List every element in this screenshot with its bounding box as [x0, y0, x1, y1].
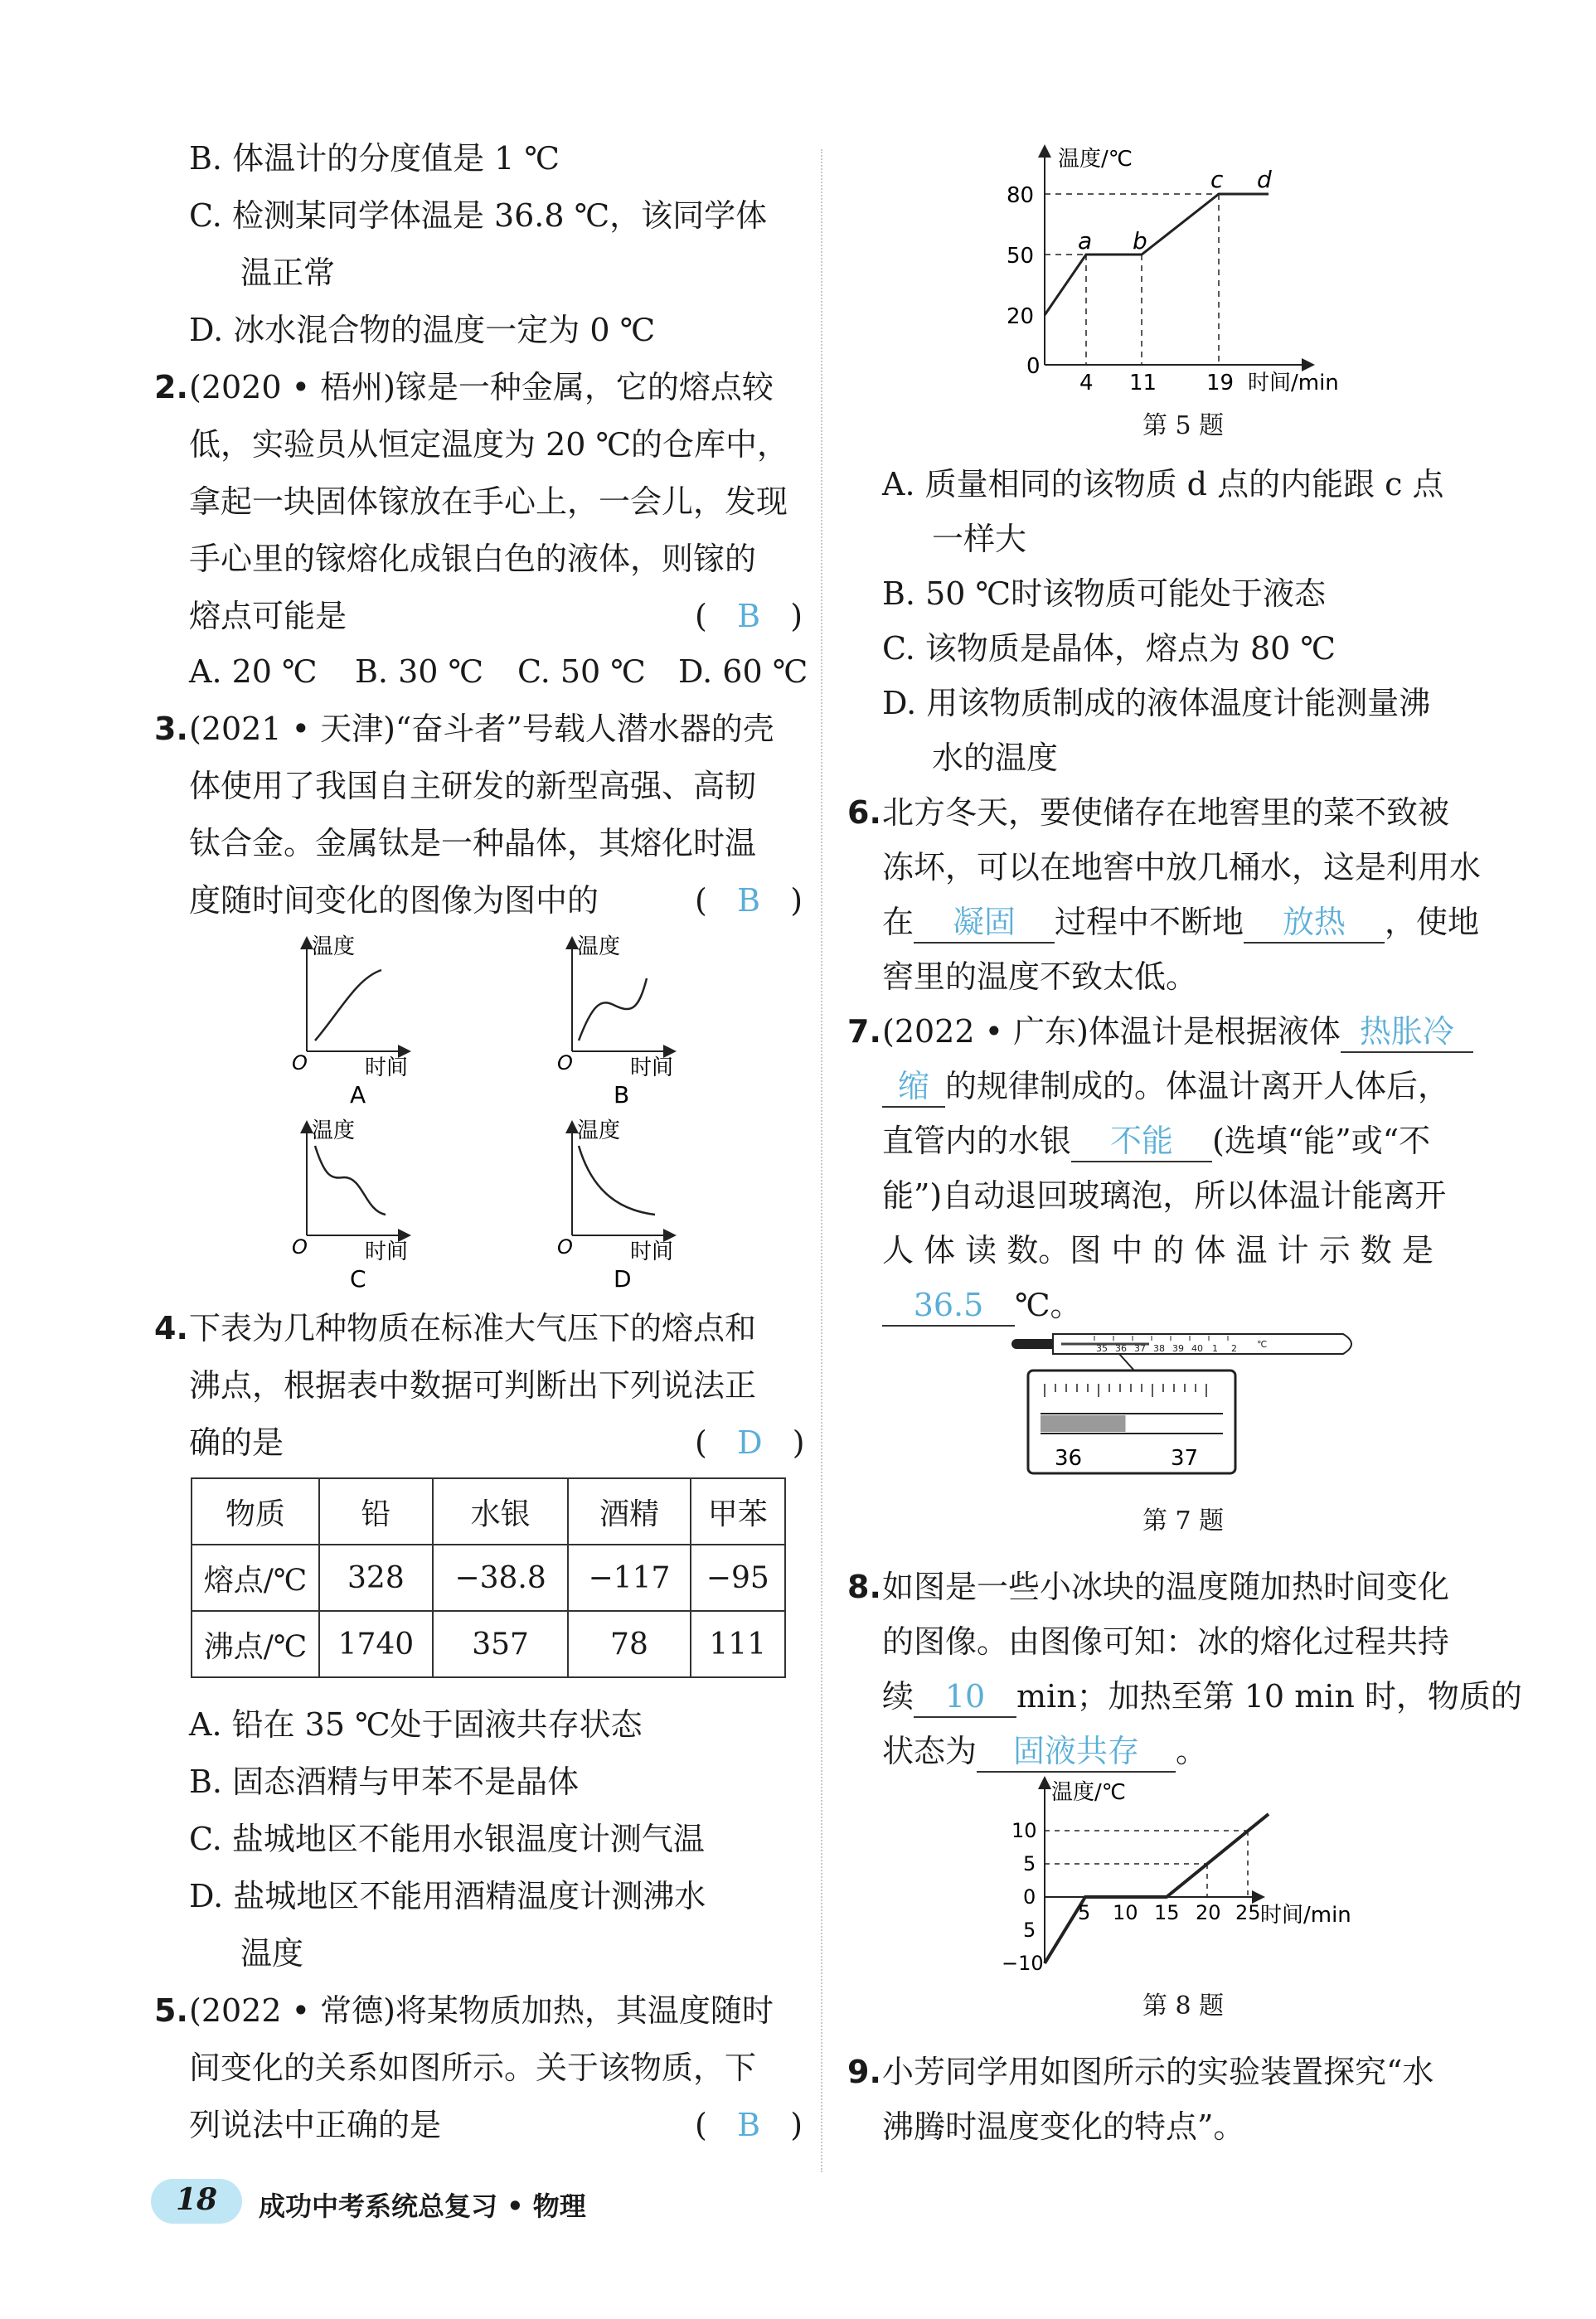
answer-parens: ( B ): [695, 882, 803, 919]
table-cell: 78: [568, 1611, 690, 1677]
graph-b: [557, 934, 673, 1109]
graph-label-d: D: [614, 1265, 632, 1293]
table-header-row: [192, 1478, 785, 1545]
question-number: 9.: [847, 2054, 881, 2090]
x-tick: 15: [1154, 1901, 1180, 1924]
column-divider: [821, 149, 822, 2172]
x-tick: 0: [1026, 354, 1041, 379]
scale-label: 36: [1115, 1343, 1127, 1354]
x-label: 时间: [365, 1240, 409, 1264]
question-text: 能”)自动退回玻璃泡，所以体温计能离开: [882, 1177, 1447, 1214]
x-axis-label: 时间/min: [1248, 371, 1339, 395]
question-number: 4.: [154, 1310, 188, 1346]
option-d: D. 用该物质制成的液体温度计能测量沸: [882, 685, 1431, 721]
question-number: 7.: [847, 1013, 881, 1050]
y-tick: 80: [1007, 183, 1035, 208]
x-axis-label: 时间/min: [1260, 1903, 1351, 1928]
text-segment: min；加热至第 10 min 时，物质的: [1016, 1678, 1522, 1715]
x-tick: 10: [1113, 1901, 1138, 1924]
y-tick: 0: [1023, 1885, 1036, 1909]
point-label: a: [1078, 227, 1093, 255]
question-text: [882, 1731, 1207, 1773]
table-cell: 1740: [319, 1611, 433, 1677]
option-a: A. 铅在 35 ℃处于固液共存状态: [189, 1706, 643, 1743]
x-tick: 5: [1078, 1901, 1091, 1924]
question-text: 手心里的镓熔化成银白色的液体，则镓的: [189, 541, 757, 577]
text-segment: 的规律制成的。体温计离开人体后，: [945, 1068, 1450, 1104]
table-cell: 357: [433, 1611, 569, 1677]
origin: O: [557, 1235, 573, 1259]
q3-graphs: [274, 929, 804, 1293]
scale-label: 37: [1134, 1343, 1146, 1354]
y-tick: −10: [1002, 1952, 1044, 1975]
y-label: 温度: [577, 934, 621, 959]
point-label: b: [1133, 227, 1147, 255]
answer: D: [737, 1424, 763, 1461]
y-tick: 10: [1011, 1819, 1037, 1842]
x-tick: 4: [1079, 371, 1094, 395]
y-axis-label: 温度/℃: [1058, 147, 1133, 172]
question-text: 拿起一块固体镓放在手心上，一会儿，发现: [189, 483, 788, 520]
answer: B: [737, 598, 760, 634]
scale-label: 2: [1231, 1343, 1237, 1354]
question-text: 人 体 读 数。图 中 的 体 温 计 示 数 是: [882, 1232, 1433, 1269]
x-tick: 19: [1206, 371, 1235, 395]
answer: B: [737, 2107, 760, 2143]
y-tick: 5: [1023, 1852, 1036, 1875]
question-number: 8.: [847, 1569, 881, 1605]
answer-blank: 放热: [1244, 902, 1385, 944]
question-text: (2022 • 常德)将某物质加热，其温度随时: [189, 1992, 774, 2029]
question-text: 小芳同学用如图所示的实验装置探究“水: [882, 2054, 1434, 2090]
question-text: 度随时间变化的图像为图中的: [189, 882, 599, 919]
zoom-label: 36: [1055, 1446, 1083, 1471]
table-row: [192, 1545, 785, 1611]
option-d: D. 60 ℃: [678, 653, 808, 690]
text-segment: 直管内的水银: [882, 1123, 1072, 1159]
answer-blank: 36.5: [882, 1285, 1015, 1327]
text-segment: 过程中不断地: [1055, 904, 1244, 940]
text-segment: 。: [1176, 1733, 1208, 1769]
option-d: D. 盐城地区不能用酒精温度计测沸水: [189, 1878, 706, 1914]
option-d: D. 冰水混合物的温度一定为 0 ℃: [189, 312, 656, 348]
answer-blank: 固液共存: [977, 1731, 1176, 1773]
question-text: 的图像。由图像可知：冰的熔化过程共持: [882, 1623, 1450, 1660]
origin: O: [292, 1235, 308, 1259]
melting-boiling-table: [191, 1477, 786, 1678]
option-b: B. 50 ℃时该物质可能处于液态: [882, 575, 1327, 612]
y-label: 温度: [312, 1118, 356, 1143]
graph-label-a: A: [350, 1081, 366, 1109]
question-text: 体使用了我国自主研发的新型高强、高韧: [189, 768, 757, 804]
option-b: B. 体温计的分度值是 1 ℃: [189, 140, 560, 177]
text-segment: (选填“能”或“不: [1212, 1123, 1431, 1159]
text-segment: ℃。: [1015, 1287, 1082, 1323]
table-header-cell: 水银: [433, 1478, 569, 1545]
question-text: 列说法中正确的是: [189, 2107, 442, 2143]
text-segment: 在: [882, 904, 914, 940]
question-text: 如图是一些小冰块的温度随加热时间变化: [882, 1569, 1450, 1605]
question-text: 确的是: [189, 1424, 284, 1461]
graph-d: [557, 1118, 673, 1293]
table-header-cell: 甲苯: [691, 1478, 785, 1545]
answer-blank: 10: [914, 1676, 1016, 1718]
answer-blank: 不能: [1071, 1121, 1212, 1162]
figure-caption: 第 5 题: [1142, 411, 1225, 440]
y-axis-label: 温度/℃: [1051, 1780, 1126, 1805]
table-cell: 111: [691, 1611, 785, 1677]
page-number: 18: [176, 2182, 218, 2217]
table-cell: 328: [319, 1545, 433, 1611]
option-c-cont: 温正常: [240, 255, 336, 291]
book-title: 成功中考系统总复习 • 物理: [259, 2190, 586, 2222]
question-text: (2020 • 梧州)镓是一种金属，它的熔点较: [189, 369, 774, 405]
figure-caption: 第 8 题: [1142, 1992, 1225, 2021]
x-tick: 20: [1196, 1901, 1221, 1924]
text-segment: ，使地: [1385, 904, 1480, 940]
scale-label: 1: [1212, 1343, 1218, 1354]
option-d-cont: 水的温度: [932, 740, 1059, 776]
question-text: 下表为几种物质在标准大气压下的熔点和: [189, 1310, 757, 1346]
x-tick: 25: [1235, 1901, 1261, 1924]
x-tick: 11: [1129, 371, 1157, 395]
fig8-graph: [987, 1774, 1376, 1973]
graph-label-c: C: [350, 1265, 366, 1293]
option-c: C. 该物质是晶体，熔点为 80 ℃: [882, 630, 1336, 667]
y-tick: 5: [1023, 1919, 1036, 1942]
table-cell: 熔点/℃: [192, 1545, 319, 1611]
point-label: c: [1210, 166, 1224, 193]
option-a-cont: 一样大: [932, 521, 1027, 557]
question-text: 低，实验员从恒定温度为 20 ℃的仓库中，: [189, 426, 789, 463]
answer-blank: 缩: [882, 1066, 945, 1108]
question-number: 3.: [154, 711, 188, 747]
scale-label: 39: [1172, 1343, 1184, 1354]
point-label: d: [1257, 166, 1272, 193]
question-text: 冻坏，可以在地窖中放几桶水，这是利用水: [882, 849, 1482, 885]
scale-label: 38: [1153, 1343, 1165, 1354]
question-text: 沸腾时温度变化的特点”。: [882, 2108, 1245, 2145]
question-text: [882, 1121, 1430, 1162]
table-header-cell: 酒精: [568, 1478, 690, 1545]
table-row: [192, 1611, 785, 1677]
graph-c: [292, 1118, 408, 1293]
answer: B: [737, 882, 760, 919]
y-tick: 20: [1007, 304, 1035, 329]
answer-parens: ( B ): [695, 598, 803, 634]
answer-blank: 热胀冷: [1341, 1012, 1473, 1053]
table-cell: −95: [691, 1545, 785, 1611]
question-text: [882, 1012, 1473, 1053]
question-text: 窖里的温度不致太低。: [882, 958, 1198, 995]
text-segment: 续: [882, 1678, 914, 1715]
y-label: 温度: [577, 1118, 621, 1143]
y-label: 温度: [312, 934, 356, 959]
question-text: 钛合金。金属钛是一种晶体，其熔化时温: [189, 825, 757, 861]
answer-parens: ( D ): [695, 1424, 805, 1461]
table-header-cell: 物质: [192, 1478, 319, 1545]
table-cell: −117: [568, 1545, 690, 1611]
option-c: C. 盐城地区不能用水银温度计测气温: [189, 1821, 705, 1857]
option-c: C. 50 ℃: [517, 653, 646, 690]
option-a: A. 质量相同的该物质 d 点的内能跟 c 点: [882, 466, 1444, 502]
option-a: A. 20 ℃: [189, 653, 318, 690]
fig5-graph: [995, 133, 1385, 406]
scale-unit: ℃: [1257, 1339, 1268, 1350]
x-label: 时间: [630, 1055, 674, 1080]
y-tick: 50: [1007, 244, 1035, 269]
graph-a: [292, 934, 408, 1109]
graph-label-b: B: [614, 1081, 630, 1109]
figure-caption: 第 7 题: [1142, 1506, 1225, 1535]
question-text: [882, 902, 1479, 944]
question-text: [882, 1066, 1449, 1108]
question-text: (2021 • 天津)“奋斗者”号载人潜水器的壳: [189, 711, 774, 747]
x-label: 时间: [365, 1055, 409, 1080]
question-number: 2.: [154, 369, 188, 405]
question-text: 沸点，根据表中数据可判断出下列说法正: [189, 1367, 757, 1404]
mercury-column: [1041, 1415, 1126, 1432]
table-header-cell: 铅: [319, 1478, 433, 1545]
zoom-label: 37: [1171, 1446, 1199, 1471]
question-text: 熔点可能是: [189, 598, 347, 634]
question-text: [882, 1285, 1082, 1327]
option-d-cont: 温度: [240, 1935, 304, 1972]
table-cell: 沸点/℃: [192, 1611, 319, 1677]
text-segment: (2022 • 广东)体温计是根据液体: [882, 1013, 1341, 1050]
origin: O: [557, 1051, 573, 1075]
text-segment: 状态为: [882, 1733, 977, 1769]
question-number: 6.: [847, 794, 881, 831]
scale-label: 40: [1191, 1343, 1203, 1354]
option-b: B. 固态酒精与甲苯不是晶体: [189, 1764, 580, 1800]
question-text: 间变化的关系如图所示。关于该物质，下: [189, 2050, 757, 2086]
option-c: C. 检测某同学体温是 36.8 ℃，该同学体: [189, 197, 768, 234]
scale-label: 35: [1096, 1343, 1108, 1354]
question-number: 5.: [154, 1992, 188, 2029]
question-text: 北方冬天，要使储存在地窖里的菜不致被: [882, 794, 1450, 831]
x-label: 时间: [630, 1240, 674, 1264]
clinical-thermometer: [995, 1331, 1376, 1488]
origin: O: [292, 1051, 308, 1075]
answer-blank: 凝固: [914, 902, 1055, 944]
table-cell: −38.8: [433, 1545, 569, 1611]
question-text: [882, 1676, 1522, 1718]
option-b: B. 30 ℃: [355, 653, 484, 690]
answer-parens: ( B ): [695, 2107, 803, 2143]
